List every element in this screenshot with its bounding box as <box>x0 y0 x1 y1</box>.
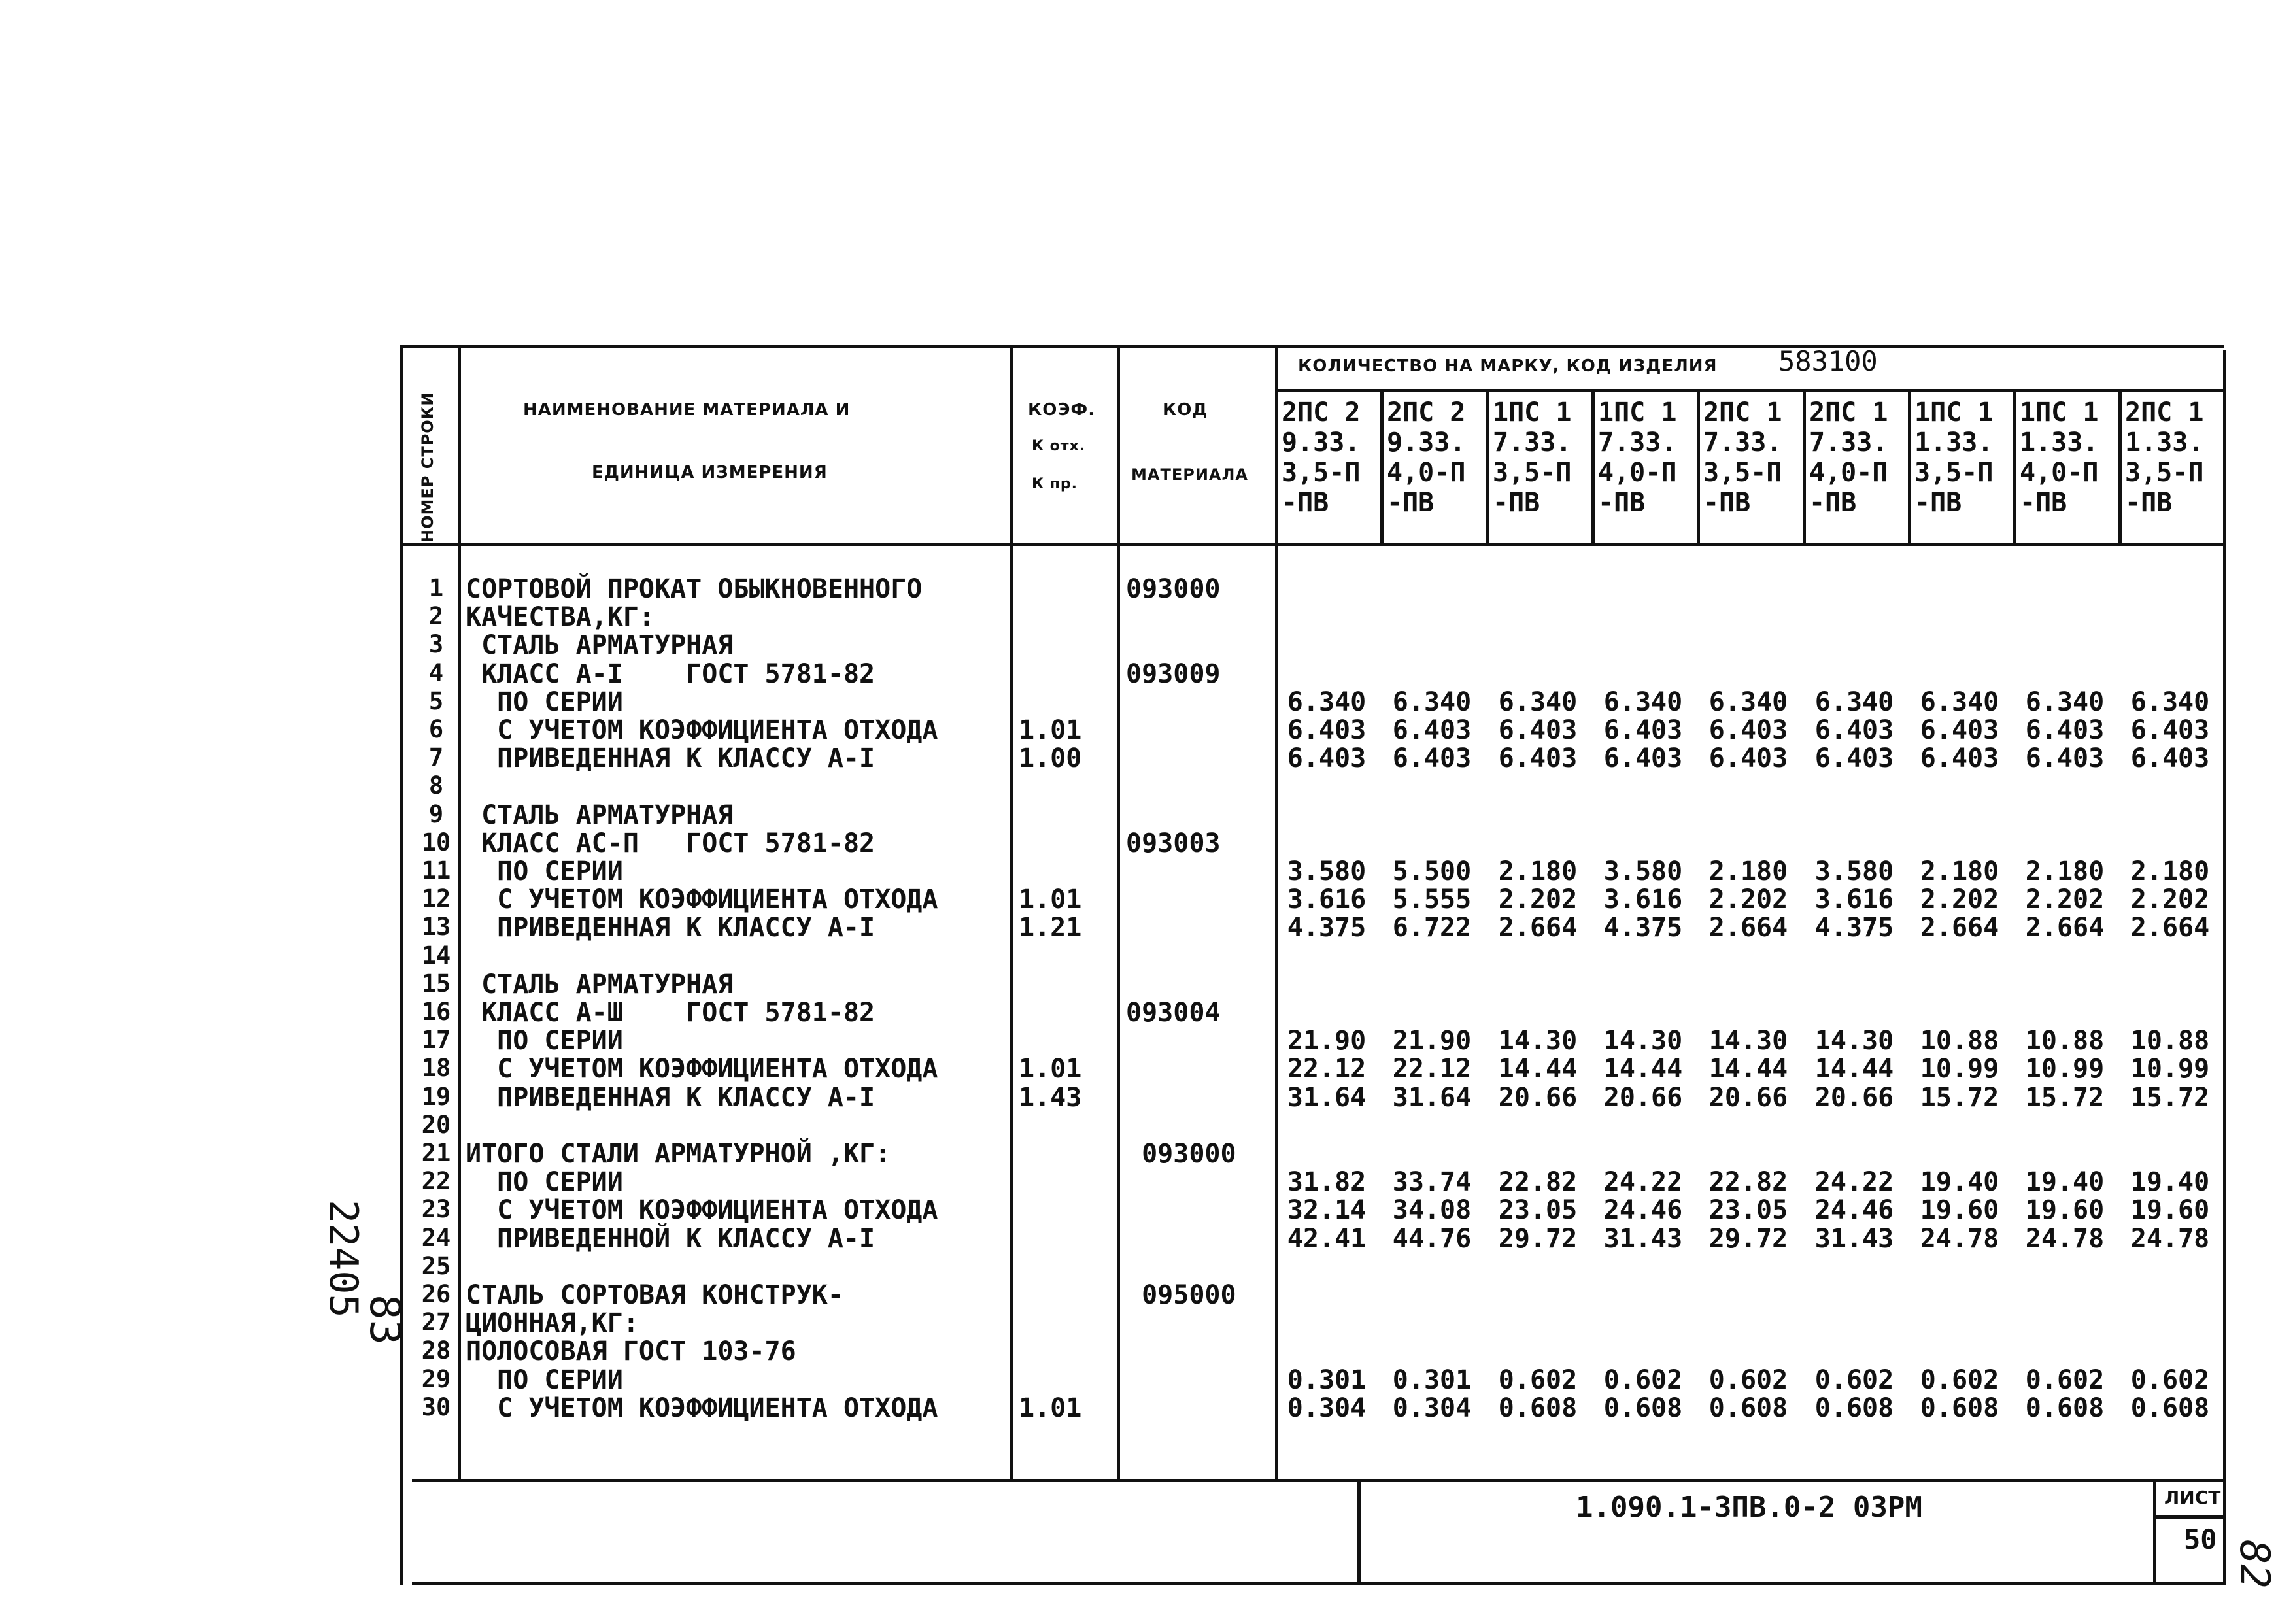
quantity-cell: 6.340 <box>1814 687 1894 717</box>
quantity-cell: 0.602 <box>2025 1365 2105 1395</box>
material-name: ПО СЕРИИ <box>466 1167 623 1197</box>
quantity-cell: 10.99 <box>2025 1054 2105 1084</box>
row-number: 19 <box>421 1083 451 1111</box>
mark-column-header <box>2020 398 2098 518</box>
material-name: КАЧЕСТВА,КГ: <box>466 602 654 632</box>
material-name: ЦИОННАЯ,КГ: <box>466 1308 639 1338</box>
row-number: 15 <box>421 970 451 998</box>
quantity-cell: 24.22 <box>1814 1167 1894 1197</box>
coef-header-line2: К отх. <box>1032 438 1086 454</box>
quantity-cell: 6.403 <box>1708 715 1788 745</box>
quantity-cell: 24.22 <box>1603 1167 1683 1197</box>
quantity-cell: 15.72 <box>2025 1083 2105 1113</box>
quantity-cell: 6.340 <box>1498 687 1578 717</box>
inventory-number: 22405 <box>320 1200 366 1318</box>
quantity-cell: 3.616 <box>1603 885 1683 915</box>
qty-header-divider <box>1275 389 2224 392</box>
material-code: 093004 <box>1126 998 1221 1028</box>
quantity-cell: 32.14 <box>1287 1195 1367 1225</box>
quantity-cell: 31.64 <box>1392 1083 1472 1113</box>
quantity-cell: 0.608 <box>2130 1393 2210 1423</box>
frame-top-border <box>400 345 2224 348</box>
mark-column-header <box>1809 398 1888 518</box>
product-code: 583100 <box>1778 345 1878 377</box>
mark-column-header-line: 2ПС 2 <box>1282 398 1361 428</box>
quantity-cell: 3.580 <box>1814 856 1894 887</box>
quantity-cell: 31.43 <box>1814 1224 1894 1254</box>
quantity-cell: 6.403 <box>1287 715 1367 745</box>
quantity-cell: 19.60 <box>2130 1195 2210 1225</box>
quantity-column-separator <box>1591 389 1595 544</box>
row-number: 3 <box>428 630 444 658</box>
material-name: ПО СЕРИИ <box>466 1365 623 1395</box>
sheet-number: 50 <box>2184 1523 2217 1555</box>
quantity-cell: 0.304 <box>1392 1393 1472 1423</box>
quantity-cell: 6.403 <box>2025 715 2105 745</box>
quantity-cell: 6.403 <box>1392 743 1472 773</box>
quantity-cell: 31.64 <box>1287 1083 1367 1113</box>
quantity-cell: 0.602 <box>1603 1365 1683 1395</box>
quantity-cell: 24.78 <box>2130 1224 2210 1254</box>
waste-coefficient: 1.43 <box>1019 1083 1082 1113</box>
mark-column-header-line: 4,0-П <box>1809 458 1888 488</box>
quantity-cell: 2.664 <box>1708 913 1788 943</box>
material-code: 093000 <box>1126 1139 1236 1169</box>
row-number: 23 <box>421 1195 451 1223</box>
row-number: 8 <box>428 771 444 800</box>
quantity-cell: 6.722 <box>1392 913 1472 943</box>
quantity-cell: 0.602 <box>1814 1365 1894 1395</box>
mark-column-header-line: -ПВ <box>1598 488 1646 518</box>
quantity-column-separator <box>1697 389 1700 544</box>
coef-header-line1: КОЭФ. <box>1028 400 1096 420</box>
quantity-cell: 10.88 <box>1920 1026 1999 1056</box>
row-number: 6 <box>428 715 444 743</box>
mark-column-header <box>2125 398 2203 518</box>
quantity-cell: 20.66 <box>1498 1083 1578 1113</box>
mark-column-header-line: 1.33. <box>1914 428 1994 458</box>
quantity-column-separator <box>1908 389 1911 544</box>
quantity-cell: 14.44 <box>1708 1054 1788 1084</box>
quantity-cell: 6.340 <box>1287 687 1367 717</box>
mark-column-header-line: 7.33. <box>1493 428 1572 458</box>
material-name: ПРИВЕДЕННАЯ К КЛАССУ А-I <box>466 913 876 943</box>
row-number: 4 <box>428 659 444 687</box>
mark-column-header-line: -ПВ <box>1703 488 1751 518</box>
frame-bottom-border <box>412 1582 2226 1585</box>
quantity-cell: 6.340 <box>1920 687 1999 717</box>
quantity-cell: 14.30 <box>1814 1026 1894 1056</box>
quantity-cell: 24.46 <box>1603 1195 1683 1225</box>
row-number: 12 <box>421 885 451 913</box>
quantity-cell: 2.180 <box>2130 856 2210 887</box>
quantity-cell: 6.340 <box>1603 687 1683 717</box>
quantity-cell: 19.60 <box>2025 1195 2105 1225</box>
quantity-cell: 6.340 <box>1392 687 1472 717</box>
mark-column-header-line: 7.33. <box>1598 428 1677 458</box>
waste-coefficient: 1.01 <box>1019 1393 1082 1423</box>
quantity-cell: 0.304 <box>1287 1393 1367 1423</box>
quantity-cell: 6.403 <box>1814 715 1894 745</box>
mark-column-header <box>1703 398 1782 518</box>
quantity-cell: 22.82 <box>1708 1167 1788 1197</box>
quantity-cell: 42.41 <box>1287 1224 1367 1254</box>
quantity-cell: 24.78 <box>1920 1224 1999 1254</box>
mark-column-header-line: 3,5-П <box>1703 458 1782 488</box>
material-code: 095000 <box>1126 1280 1236 1310</box>
material-name: С УЧЕТОМ КОЭФФИЦИЕНТА ОТХОДА <box>466 1195 938 1225</box>
mark-column-header-line: 2ПС 1 <box>1703 398 1782 428</box>
mark-column-header-line: 3,5-П <box>1282 458 1361 488</box>
quantity-cell: 6.340 <box>1708 687 1788 717</box>
coef-header-line3: К пр. <box>1032 476 1078 492</box>
mark-column-header-line: 9.33. <box>1387 428 1466 458</box>
mark-column-header-line: 1ПС 1 <box>1914 398 1994 428</box>
quantity-cell: 5.555 <box>1392 885 1472 915</box>
quantity-cell: 14.30 <box>1708 1026 1788 1056</box>
quantity-cell: 31.82 <box>1287 1167 1367 1197</box>
material-code: 093003 <box>1126 828 1221 858</box>
material-name: КЛАСС А-Ш ГОСТ 5781-82 <box>466 998 876 1028</box>
mark-column-header-line: -ПВ <box>1914 488 1962 518</box>
mark-column-header-line: 7.33. <box>1703 428 1782 458</box>
mark-column-header-line: 1.33. <box>2125 428 2204 458</box>
footer-sep-right <box>2153 1479 2156 1583</box>
quantity-cell: 14.30 <box>1603 1026 1683 1056</box>
row-number: 2 <box>428 602 444 630</box>
row-number: 14 <box>421 941 451 970</box>
quantity-cell: 5.500 <box>1392 856 1472 887</box>
quantity-cell: 2.180 <box>1708 856 1788 887</box>
material-code: 093000 <box>1126 574 1221 604</box>
mark-column-header-line: 7.33. <box>1809 428 1888 458</box>
material-code: 093009 <box>1126 659 1221 689</box>
quantity-cell: 6.403 <box>1603 743 1683 773</box>
quantity-cell: 21.90 <box>1392 1026 1472 1056</box>
quantity-cell: 21.90 <box>1287 1026 1367 1056</box>
quantity-cell: 22.82 <box>1498 1167 1578 1197</box>
quantity-cell: 6.403 <box>1392 715 1472 745</box>
quantity-cell: 29.72 <box>1708 1224 1788 1254</box>
quantity-cell: 6.403 <box>1287 743 1367 773</box>
quantity-cell: 19.40 <box>1920 1167 1999 1197</box>
quantity-cell: 0.608 <box>1498 1393 1578 1423</box>
material-name: СТАЛЬ АРМАТУРНАЯ <box>466 800 734 830</box>
row-number: 25 <box>421 1252 451 1280</box>
document-code: 1.090.1-3ПВ.0-2 03РМ <box>1576 1491 1922 1524</box>
quantity-cell: 20.66 <box>1814 1083 1894 1113</box>
mark-column-header <box>1282 398 1360 518</box>
material-name: СОРТОВОЙ ПРОКАТ ОБЫКНОВЕННОГО <box>466 574 923 604</box>
code-header-line2: МАТЕРИАЛА <box>1131 465 1248 484</box>
material-name: КЛАСС А-I ГОСТ 5781-82 <box>466 659 876 689</box>
quantity-cell: 2.664 <box>2025 913 2105 943</box>
quantity-cell: 29.72 <box>1498 1224 1578 1254</box>
quantity-cell: 10.99 <box>1920 1054 1999 1084</box>
mark-column-header-line: -ПВ <box>1387 488 1435 518</box>
corner-page-mark: 82 <box>2231 1540 2279 1589</box>
quantity-cell: 6.403 <box>1920 715 1999 745</box>
quantity-cell: 3.580 <box>1287 856 1367 887</box>
waste-coefficient: 1.01 <box>1019 715 1082 745</box>
sep-coef <box>1117 347 1120 1481</box>
quantity-cell: 4.375 <box>1814 913 1894 943</box>
quantity-cell: 0.608 <box>2025 1393 2105 1423</box>
row-number: 18 <box>421 1054 451 1082</box>
material-name: КЛАСС АС-П ГОСТ 5781-82 <box>466 828 876 858</box>
quantity-cell: 6.340 <box>2130 687 2210 717</box>
row-number: 10 <box>421 828 451 856</box>
quantity-cell: 6.403 <box>2025 743 2105 773</box>
mark-column-header-line: -ПВ <box>2020 488 2067 518</box>
row-number: 27 <box>421 1308 451 1336</box>
quantity-cell: 6.403 <box>2130 743 2210 773</box>
page-number: 83 <box>360 1294 409 1345</box>
quantity-cell: 31.43 <box>1603 1224 1683 1254</box>
quantity-cell: 23.05 <box>1708 1195 1788 1225</box>
quantity-cell: 15.72 <box>2130 1083 2210 1113</box>
rownum-header: НОМЕР СТРОКИ <box>418 392 437 543</box>
quantity-cell: 44.76 <box>1392 1224 1472 1254</box>
quantity-cell: 4.375 <box>1603 913 1683 943</box>
mark-column-header-line: -ПВ <box>1282 488 1329 518</box>
quantity-column-separator <box>1803 389 1806 544</box>
mark-column-header-line: 2ПС 1 <box>2125 398 2204 428</box>
sheet-label: ЛИСТ <box>2164 1487 2221 1508</box>
quantity-cell: 33.74 <box>1392 1167 1472 1197</box>
waste-coefficient: 1.01 <box>1019 885 1082 915</box>
mark-column-header-line: 3,5-П <box>1493 458 1572 488</box>
material-name: ПО СЕРИИ <box>466 1026 623 1056</box>
quantity-cell: 6.403 <box>1498 715 1578 745</box>
quantity-header-label: КОЛИЧЕСТВО НА МАРКУ, КОД ИЗДЕЛИЯ <box>1298 356 1718 376</box>
row-number: 29 <box>421 1365 451 1393</box>
quantity-cell: 20.66 <box>1603 1083 1683 1113</box>
waste-coefficient: 1.01 <box>1019 1054 1082 1084</box>
quantity-cell: 20.66 <box>1708 1083 1788 1113</box>
frame-left-border <box>400 345 403 1585</box>
header-bottom-border <box>400 543 2224 546</box>
quantity-cell: 6.403 <box>2130 715 2210 745</box>
row-number: 17 <box>421 1026 451 1054</box>
mark-column-header-line: -ПВ <box>1809 488 1857 518</box>
mark-column-header-line: 1ПС 1 <box>2020 398 2099 428</box>
mark-column-header-line: 3,5-П <box>2125 458 2204 488</box>
sep-name <box>1010 347 1013 1481</box>
quantity-cell: 19.40 <box>2130 1167 2210 1197</box>
row-number: 13 <box>421 913 451 941</box>
waste-coefficient: 1.21 <box>1019 913 1082 943</box>
material-name: С УЧЕТОМ КОЭФФИЦИЕНТА ОТХОДА <box>466 885 938 915</box>
name-header-line1: НАИМЕНОВАНИЕ МАТЕРИАЛА И <box>523 400 851 420</box>
quantity-cell: 6.403 <box>1814 743 1894 773</box>
quantity-cell: 2.664 <box>1498 913 1578 943</box>
row-number: 22 <box>421 1167 451 1195</box>
mark-column-header-line: 9.33. <box>1282 428 1361 458</box>
row-number: 30 <box>421 1393 451 1421</box>
quantity-column-separator <box>1486 389 1489 544</box>
material-name: СТАЛЬ АРМАТУРНАЯ <box>466 630 734 660</box>
quantity-cell: 10.99 <box>2130 1054 2210 1084</box>
quantity-cell: 34.08 <box>1392 1195 1472 1225</box>
quantity-cell: 2.202 <box>2130 885 2210 915</box>
mark-column-header <box>1493 398 1571 518</box>
row-number: 21 <box>421 1139 451 1167</box>
frame-right-border <box>2223 350 2226 1585</box>
code-header-line1: КОД <box>1163 400 1208 420</box>
quantity-cell: 10.88 <box>2025 1026 2105 1056</box>
material-name: ПРИВЕДЕННАЯ К КЛАССУ А-I <box>466 743 876 773</box>
row-number: 16 <box>421 998 451 1026</box>
material-name: ПРИВЕДЕННОЙ К КЛАССУ А-I <box>466 1224 876 1254</box>
material-name: С УЧЕТОМ КОЭФФИЦИЕНТА ОТХОДА <box>466 715 938 745</box>
footer-sheet-divider <box>2153 1515 2225 1519</box>
mark-column-header-line: 2ПС 2 <box>1387 398 1466 428</box>
quantity-cell: 2.664 <box>1920 913 1999 943</box>
quantity-cell: 4.375 <box>1287 913 1367 943</box>
quantity-cell: 6.403 <box>1498 743 1578 773</box>
quantity-cell: 0.602 <box>1920 1365 1999 1395</box>
quantity-cell: 14.44 <box>1498 1054 1578 1084</box>
quantity-cell: 0.608 <box>1920 1393 1999 1423</box>
row-number: 7 <box>428 743 444 771</box>
quantity-cell: 0.608 <box>1708 1393 1788 1423</box>
material-name: С УЧЕТОМ КОЭФФИЦИЕНТА ОТХОДА <box>466 1393 938 1423</box>
quantity-cell: 24.46 <box>1814 1195 1894 1225</box>
quantity-cell: 2.202 <box>1498 885 1578 915</box>
mark-column-header-line: 3,5-П <box>1914 458 1994 488</box>
body-bottom-border <box>412 1479 2226 1482</box>
quantity-column-separator <box>1380 389 1384 544</box>
row-number: 28 <box>421 1336 451 1364</box>
quantity-cell: 2.202 <box>2025 885 2105 915</box>
row-number: 5 <box>428 687 444 715</box>
quantity-cell: 2.180 <box>1920 856 1999 887</box>
quantity-cell: 2.180 <box>1498 856 1578 887</box>
material-name: ПОЛОСОВАЯ ГОСТ 103-76 <box>466 1336 796 1366</box>
quantity-cell: 6.340 <box>2025 687 2105 717</box>
row-number: 9 <box>428 800 444 828</box>
quantity-cell: 2.664 <box>2130 913 2210 943</box>
material-name: ПО СЕРИИ <box>466 687 623 717</box>
row-number: 11 <box>421 856 451 885</box>
material-name: ПРИВЕДЕННАЯ К КЛАССУ А-I <box>466 1083 876 1113</box>
quantity-cell: 19.60 <box>1920 1195 1999 1225</box>
material-name: СТАЛЬ СОРТОВАЯ КОНСТРУК- <box>466 1280 843 1310</box>
mark-column-header-line: 2ПС 1 <box>1809 398 1888 428</box>
row-number: 26 <box>421 1280 451 1308</box>
mark-column-header-line: 1ПС 1 <box>1598 398 1677 428</box>
material-name: С УЧЕТОМ КОЭФФИЦИЕНТА ОТХОДА <box>466 1054 938 1084</box>
mark-column-header-line: 4,0-П <box>1387 458 1466 488</box>
waste-coefficient: 1.00 <box>1019 743 1082 773</box>
quantity-cell: 0.301 <box>1287 1365 1367 1395</box>
quantity-cell: 0.608 <box>1603 1393 1683 1423</box>
quantity-cell: 2.202 <box>1920 885 1999 915</box>
quantity-cell: 14.44 <box>1814 1054 1894 1084</box>
row-number: 24 <box>421 1224 451 1252</box>
quantity-cell: 0.602 <box>1498 1365 1578 1395</box>
quantity-cell: 23.05 <box>1498 1195 1578 1225</box>
footer-sep-left <box>1357 1479 1361 1583</box>
row-number: 20 <box>421 1111 451 1139</box>
mark-column-header <box>1914 398 1993 518</box>
mark-column-header-line: 1ПС 1 <box>1493 398 1572 428</box>
quantity-cell: 6.403 <box>1708 743 1788 773</box>
quantity-cell: 19.40 <box>2025 1167 2105 1197</box>
quantity-cell: 0.301 <box>1392 1365 1472 1395</box>
quantity-cell: 14.44 <box>1603 1054 1683 1084</box>
quantity-cell: 14.30 <box>1498 1026 1578 1056</box>
quantity-cell: 0.602 <box>2130 1365 2210 1395</box>
quantity-cell: 22.12 <box>1287 1054 1367 1084</box>
quantity-column-separator <box>2118 389 2122 544</box>
quantity-cell: 6.403 <box>1603 715 1683 745</box>
row-number: 1 <box>428 574 444 602</box>
mark-column-header-line: -ПВ <box>1493 488 1540 518</box>
mark-column-header-line: 4,0-П <box>1598 458 1677 488</box>
quantity-cell: 3.616 <box>1814 885 1894 915</box>
quantity-cell: 2.180 <box>2025 856 2105 887</box>
mark-column-header-line: 1.33. <box>2020 428 2099 458</box>
material-name: ПО СЕРИИ <box>466 856 623 887</box>
quantity-cell: 0.602 <box>1708 1365 1788 1395</box>
quantity-cell: 0.608 <box>1814 1393 1894 1423</box>
quantity-column-separator <box>2013 389 2016 544</box>
quantity-cell: 10.88 <box>2130 1026 2210 1056</box>
quantity-cell: 3.616 <box>1287 885 1367 915</box>
mark-column-header-line: 4,0-П <box>2020 458 2099 488</box>
material-name: СТАЛЬ АРМАТУРНАЯ <box>466 970 734 1000</box>
quantity-cell: 2.202 <box>1708 885 1788 915</box>
material-name: ИТОГО СТАЛИ АРМАТУРНОЙ ,КГ: <box>466 1139 891 1169</box>
mark-column-header-line: -ПВ <box>2125 488 2173 518</box>
quantity-cell: 15.72 <box>1920 1083 1999 1113</box>
quantity-cell: 22.12 <box>1392 1054 1472 1084</box>
quantity-cell: 3.580 <box>1603 856 1683 887</box>
mark-column-header <box>1598 398 1676 518</box>
quantity-cell: 6.403 <box>1920 743 1999 773</box>
quantity-cell: 24.78 <box>2025 1224 2105 1254</box>
name-header-line2: ЕДИНИЦА ИЗМЕРЕНИЯ <box>592 463 828 482</box>
mark-column-header <box>1387 398 1465 518</box>
